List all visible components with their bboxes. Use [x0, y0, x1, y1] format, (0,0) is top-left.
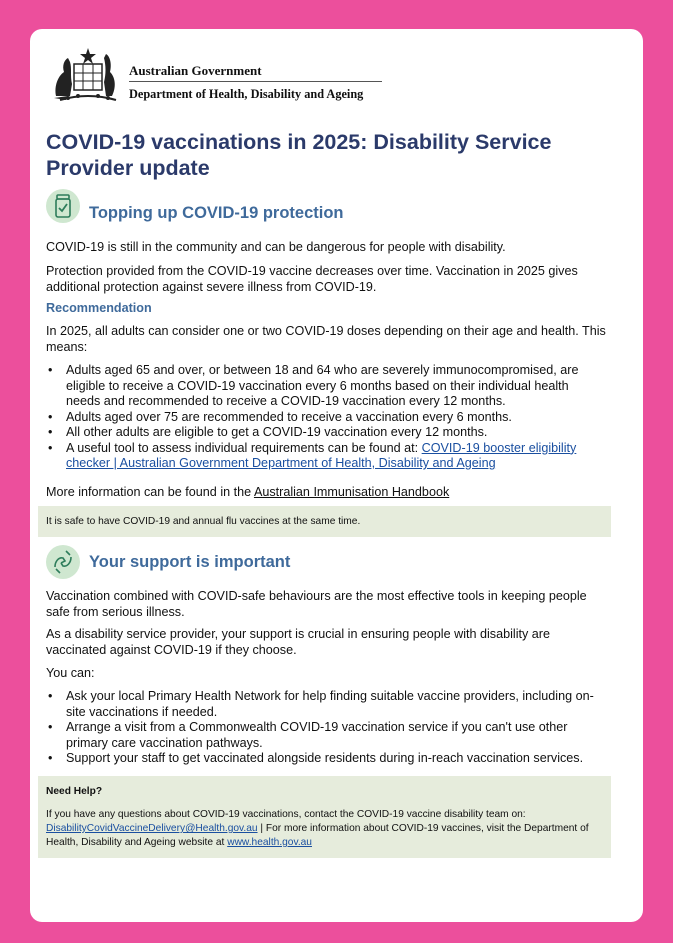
- paragraph: Vaccination combined with COVID-safe behaviours are the most effective tools in keeping people safe from serious illness.: [46, 589, 587, 619]
- callout-text: It is safe to have COVID-19 and annual flu vaccines at the same time.: [46, 516, 361, 527]
- help-text-part2: | For more information about COVID-19 vaccines, visit the Department of Health, Disability and Ageing website at: [46, 823, 589, 848]
- recommendation-list: [46, 363, 606, 472]
- eligibility-checker-link[interactable]: COVID-19 booster eligibility checker | Australian Government Department of Health, Disability and Ageing: [66, 440, 577, 470]
- paragraph: You can:: [46, 666, 95, 680]
- list-item: • Ask your local Primary Health Network for help finding suitable vaccine providers, including on-site vaccinations if needed.: [46, 689, 606, 720]
- list-item: • Adults aged 65 and over, or between 18 and 64 who are severely immunocompromised, are eligible to receive a COVID-19 vaccination every 6 months based on their individual health needs and recommended to receive a COVID-19 vaccination every 12 months.: [46, 363, 606, 410]
- recommendation-heading: Recommendation: [46, 301, 152, 315]
- help-text-part1: If you have any questions about COVID-19 vaccinations, contact the COVID-19 vaccine disability team on:: [46, 809, 526, 820]
- paragraph: As a disability service provider, your support is crucial in ensuring people with disability are vaccinated against COVID-19 if they choose.: [46, 627, 550, 657]
- coat-of-arms-icon: [50, 46, 126, 104]
- list-item: • Adults aged over 75 are recommended to receive a vaccination every 6 months.: [46, 410, 606, 426]
- need-help-box: [38, 776, 611, 858]
- tool-text: A useful tool to assess individual requirements can be found at:: [66, 440, 422, 455]
- paragraph: Protection provided from the COVID-19 vaccine decreases over time. Vaccination in 2025 gives additional protection against severe illness from COVID-19.: [46, 264, 578, 294]
- document-page: [30, 29, 643, 922]
- government-name: Australian Government: [129, 63, 262, 78]
- paragraph: In 2025, all adults can consider one or two COVID-19 doses depending on their age and health. This means:: [46, 324, 606, 354]
- section-heading-support: Your support is important: [89, 553, 291, 571]
- logo-divider: [129, 81, 382, 82]
- more-info-text: More information can be found in the: [46, 485, 254, 499]
- department-name: Department of Health, Disability and Ageing: [129, 87, 364, 101]
- vaccine-icon: [46, 189, 80, 223]
- more-info-line: [46, 485, 606, 501]
- email-link[interactable]: DisabilityCovidVaccineDelivery@Health.gov.au: [46, 823, 258, 834]
- website-link[interactable]: www.health.gov.au: [227, 837, 312, 848]
- list-item: • Support your staff to get vaccinated alongside residents during in-reach vaccination services.: [46, 751, 606, 767]
- section-heading-topping-up: Topping up COVID-19 protection: [89, 204, 344, 222]
- page-title: COVID-19 vaccinations in 2025: Disability Service Provider update: [46, 130, 552, 180]
- list-item: • Arrange a visit from a Commonwealth COVID-19 vaccination service if you can't use other primary care vaccination pathways.: [46, 720, 606, 751]
- government-logo: [50, 46, 385, 106]
- immunisation-handbook-link[interactable]: Australian Immunisation Handbook: [253, 485, 450, 499]
- need-help-text: [46, 808, 601, 850]
- support-hands-icon: [46, 545, 80, 579]
- need-help-heading: Need Help?: [46, 786, 103, 797]
- flu-callout: [38, 506, 611, 537]
- list-item: [46, 441, 606, 472]
- paragraph: COVID-19 is still in the community and can be dangerous for people with disability.: [46, 240, 506, 254]
- support-list: [46, 689, 606, 767]
- list-item: • All other adults are eligible to get a COVID-19 vaccination every 12 months.: [46, 425, 606, 441]
